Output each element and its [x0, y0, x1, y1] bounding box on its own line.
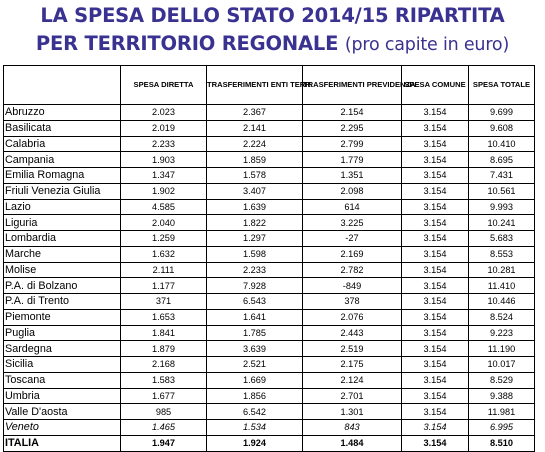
spesa-comune-cell: 3.154 [402, 278, 469, 294]
trasferimenti-enti-cell: 1.856 [207, 388, 303, 404]
spesa-totale-cell: 7.431 [469, 168, 535, 184]
spesa-totale-cell: 10.410 [469, 136, 535, 152]
spending-table [3, 65, 535, 452]
spesa-comune-cell: 3.154 [402, 388, 469, 404]
trasferimenti-enti-cell: 2.224 [207, 136, 303, 152]
region-cell: Liguria [4, 215, 121, 231]
table-row [4, 152, 535, 168]
region-cell: Puglia [4, 325, 121, 341]
spesa-totale-cell: 10.281 [469, 262, 535, 278]
table-row [4, 309, 535, 325]
spesa-comune-cell: 3.154 [402, 215, 469, 231]
trasferimenti-enti-cell: 1.639 [207, 199, 303, 215]
spesa-comune-cell: 3.154 [402, 341, 469, 357]
spesa-comune-cell: 3.154 [402, 435, 469, 451]
spesa-totale-cell: 10.017 [469, 357, 535, 373]
table-row [4, 341, 535, 357]
table-row [4, 168, 535, 184]
table-body [4, 105, 535, 452]
title-line-2-subtitle: (pro capite in euro) [344, 35, 510, 55]
spesa-totale-cell: 11.981 [469, 404, 535, 420]
trasferimenti-enti-cell: 1.598 [207, 246, 303, 262]
spesa-totale-cell: 8.529 [469, 372, 535, 388]
spesa-totale-cell: 11.410 [469, 278, 535, 294]
spesa-diretta-cell: 2.019 [121, 120, 207, 136]
spesa-diretta-cell: 1.841 [121, 325, 207, 341]
region-cell: Piemonte [4, 309, 121, 325]
table-row [4, 420, 535, 436]
spesa-diretta-cell: 1.902 [121, 183, 207, 199]
trasferimenti-previdenza-cell: 2.076 [303, 309, 402, 325]
trasferimenti-previdenza-cell: 2.519 [303, 341, 402, 357]
table-row [4, 262, 535, 278]
trasferimenti-enti-cell: 2.521 [207, 357, 303, 373]
header-trasferimenti-previdenza: TRASFERIMENTI PREVIDENZA [303, 66, 402, 105]
trasferimenti-enti-cell: 1.641 [207, 309, 303, 325]
trasferimenti-previdenza-cell: -849 [303, 278, 402, 294]
spesa-diretta-cell: 1.947 [121, 435, 207, 451]
table-row [4, 215, 535, 231]
spesa-diretta-cell: 1.583 [121, 372, 207, 388]
spesa-diretta-cell: 1.259 [121, 231, 207, 247]
trasferimenti-previdenza-cell: 1.351 [303, 168, 402, 184]
spesa-totale-cell: 6.995 [469, 420, 535, 436]
trasferimenti-enti-cell: 7.928 [207, 278, 303, 294]
trasferimenti-previdenza-cell: 2.782 [303, 262, 402, 278]
trasferimenti-enti-cell: 1.669 [207, 372, 303, 388]
region-cell: Sicilia [4, 357, 121, 373]
spesa-totale-cell: 9.608 [469, 120, 535, 136]
table-row [4, 183, 535, 199]
spesa-diretta-cell: 371 [121, 294, 207, 310]
spesa-comune-cell: 3.154 [402, 372, 469, 388]
region-cell: Calabria [4, 136, 121, 152]
trasferimenti-previdenza-cell: 1.484 [303, 435, 402, 451]
spesa-diretta-cell: 2.111 [121, 262, 207, 278]
trasferimenti-enti-cell: 1.924 [207, 435, 303, 451]
spesa-comune-cell: 3.154 [402, 325, 469, 341]
table-row [4, 278, 535, 294]
spesa-comune-cell: 3.154 [402, 168, 469, 184]
spesa-diretta-cell: 2.023 [121, 105, 207, 121]
spesa-totale-cell: 9.699 [469, 105, 535, 121]
title-line-1: LA SPESA DELLO STATO 2014/15 RIPARTITA [40, 4, 505, 27]
region-cell: Toscana [4, 372, 121, 388]
region-cell: Campania [4, 152, 121, 168]
spesa-totale-cell: 5.683 [469, 231, 535, 247]
region-cell: Basilicata [4, 120, 121, 136]
header-spesa-diretta: SPESA DIRETTA [121, 66, 207, 105]
spesa-diretta-cell: 2.233 [121, 136, 207, 152]
spesa-totale-cell: 10.446 [469, 294, 535, 310]
table-row [4, 136, 535, 152]
trasferimenti-enti-cell: 2.233 [207, 262, 303, 278]
spesa-diretta-cell: 1.653 [121, 309, 207, 325]
table-total-row [4, 435, 535, 451]
spesa-comune-cell: 3.154 [402, 136, 469, 152]
table-row [4, 246, 535, 262]
region-cell: Molise [4, 262, 121, 278]
spesa-comune-cell: 3.154 [402, 199, 469, 215]
table-row [4, 294, 535, 310]
region-cell: Veneto [4, 420, 121, 436]
region-cell: Umbria [4, 388, 121, 404]
trasferimenti-enti-cell: 1.578 [207, 168, 303, 184]
region-cell: Sardegna [4, 341, 121, 357]
spesa-totale-cell: 11.190 [469, 341, 535, 357]
table-row [4, 325, 535, 341]
spesa-totale-cell: 8.553 [469, 246, 535, 262]
region-cell: ITALIA [4, 435, 121, 451]
spesa-totale-cell: 8.695 [469, 152, 535, 168]
trasferimenti-previdenza-cell: -27 [303, 231, 402, 247]
header-region [4, 66, 121, 105]
trasferimenti-previdenza-cell: 2.799 [303, 136, 402, 152]
title-line-2-main: PER TERRITORIO REGONALE [35, 32, 339, 55]
trasferimenti-previdenza-cell: 2.443 [303, 325, 402, 341]
table-row [4, 199, 535, 215]
trasferimenti-enti-cell: 6.542 [207, 404, 303, 420]
spesa-diretta-cell: 2.040 [121, 215, 207, 231]
trasferimenti-previdenza-cell: 2.124 [303, 372, 402, 388]
table-header-row [4, 66, 535, 105]
trasferimenti-enti-cell: 2.141 [207, 120, 303, 136]
region-cell: Valle D'aosta [4, 404, 121, 420]
region-cell: P.A. di Trento [4, 294, 121, 310]
spesa-diretta-cell: 1.632 [121, 246, 207, 262]
trasferimenti-previdenza-cell: 2.154 [303, 105, 402, 121]
spesa-comune-cell: 3.154 [402, 294, 469, 310]
spesa-diretta-cell: 1.903 [121, 152, 207, 168]
trasferimenti-enti-cell: 1.534 [207, 420, 303, 436]
spesa-totale-cell: 9.388 [469, 388, 535, 404]
trasferimenti-previdenza-cell: 2.175 [303, 357, 402, 373]
spesa-comune-cell: 3.154 [402, 105, 469, 121]
spesa-diretta-cell: 1.177 [121, 278, 207, 294]
trasferimenti-enti-cell: 3.407 [207, 183, 303, 199]
spesa-totale-cell: 10.241 [469, 215, 535, 231]
table-row [4, 231, 535, 247]
spesa-diretta-cell: 1.465 [121, 420, 207, 436]
spesa-totale-cell: 8.524 [469, 309, 535, 325]
spesa-diretta-cell: 2.168 [121, 357, 207, 373]
header-trasferimenti-enti-terr: TRASFERIMENTI ENTI TERR. [207, 66, 303, 105]
trasferimenti-enti-cell: 6.543 [207, 294, 303, 310]
trasferimenti-previdenza-cell: 2.169 [303, 246, 402, 262]
region-cell: Abruzzo [4, 105, 121, 121]
trasferimenti-enti-cell: 3.639 [207, 341, 303, 357]
spesa-comune-cell: 3.154 [402, 309, 469, 325]
spesa-comune-cell: 3.154 [402, 404, 469, 420]
header-spesa-totale: SPESA TOTALE [469, 66, 535, 105]
table-row [4, 105, 535, 121]
header-spesa-comune: SPESA COMUNE [402, 66, 469, 105]
spesa-comune-cell: 3.154 [402, 420, 469, 436]
trasferimenti-enti-cell: 1.785 [207, 325, 303, 341]
spesa-totale-cell: 10.561 [469, 183, 535, 199]
title-line-2 [0, 30, 545, 59]
trasferimenti-previdenza-cell: 2.295 [303, 120, 402, 136]
table-row [4, 357, 535, 373]
spesa-diretta-cell: 1.879 [121, 341, 207, 357]
trasferimenti-previdenza-cell: 843 [303, 420, 402, 436]
trasferimenti-previdenza-cell: 1.301 [303, 404, 402, 420]
spesa-diretta-cell: 985 [121, 404, 207, 420]
page-title [0, 2, 545, 59]
table-row [4, 120, 535, 136]
trasferimenti-enti-cell: 2.367 [207, 105, 303, 121]
trasferimenti-previdenza-cell: 378 [303, 294, 402, 310]
spesa-diretta-cell: 1.347 [121, 168, 207, 184]
spesa-comune-cell: 3.154 [402, 262, 469, 278]
region-cell: Emilia Romagna [4, 168, 121, 184]
table-row [4, 404, 535, 420]
spesa-comune-cell: 3.154 [402, 152, 469, 168]
trasferimenti-previdenza-cell: 614 [303, 199, 402, 215]
spesa-diretta-cell: 4.585 [121, 199, 207, 215]
trasferimenti-previdenza-cell: 1.779 [303, 152, 402, 168]
spesa-diretta-cell: 1.677 [121, 388, 207, 404]
region-cell: P.A. di Bolzano [4, 278, 121, 294]
region-cell: Marche [4, 246, 121, 262]
spesa-totale-cell: 9.993 [469, 199, 535, 215]
region-cell: Lazio [4, 199, 121, 215]
spesa-comune-cell: 3.154 [402, 120, 469, 136]
trasferimenti-enti-cell: 1.859 [207, 152, 303, 168]
trasferimenti-enti-cell: 1.822 [207, 215, 303, 231]
spesa-comune-cell: 3.154 [402, 246, 469, 262]
table-row [4, 372, 535, 388]
spesa-totale-cell: 8.510 [469, 435, 535, 451]
trasferimenti-previdenza-cell: 2.701 [303, 388, 402, 404]
spesa-totale-cell: 9.223 [469, 325, 535, 341]
spesa-comune-cell: 3.154 [402, 231, 469, 247]
trasferimenti-previdenza-cell: 2.098 [303, 183, 402, 199]
trasferimenti-enti-cell: 1.297 [207, 231, 303, 247]
region-cell: Lombardia [4, 231, 121, 247]
trasferimenti-previdenza-cell: 3.225 [303, 215, 402, 231]
region-cell: Friuli Venezia Giulia [4, 183, 121, 199]
spesa-comune-cell: 3.154 [402, 357, 469, 373]
table-row [4, 388, 535, 404]
spesa-comune-cell: 3.154 [402, 183, 469, 199]
